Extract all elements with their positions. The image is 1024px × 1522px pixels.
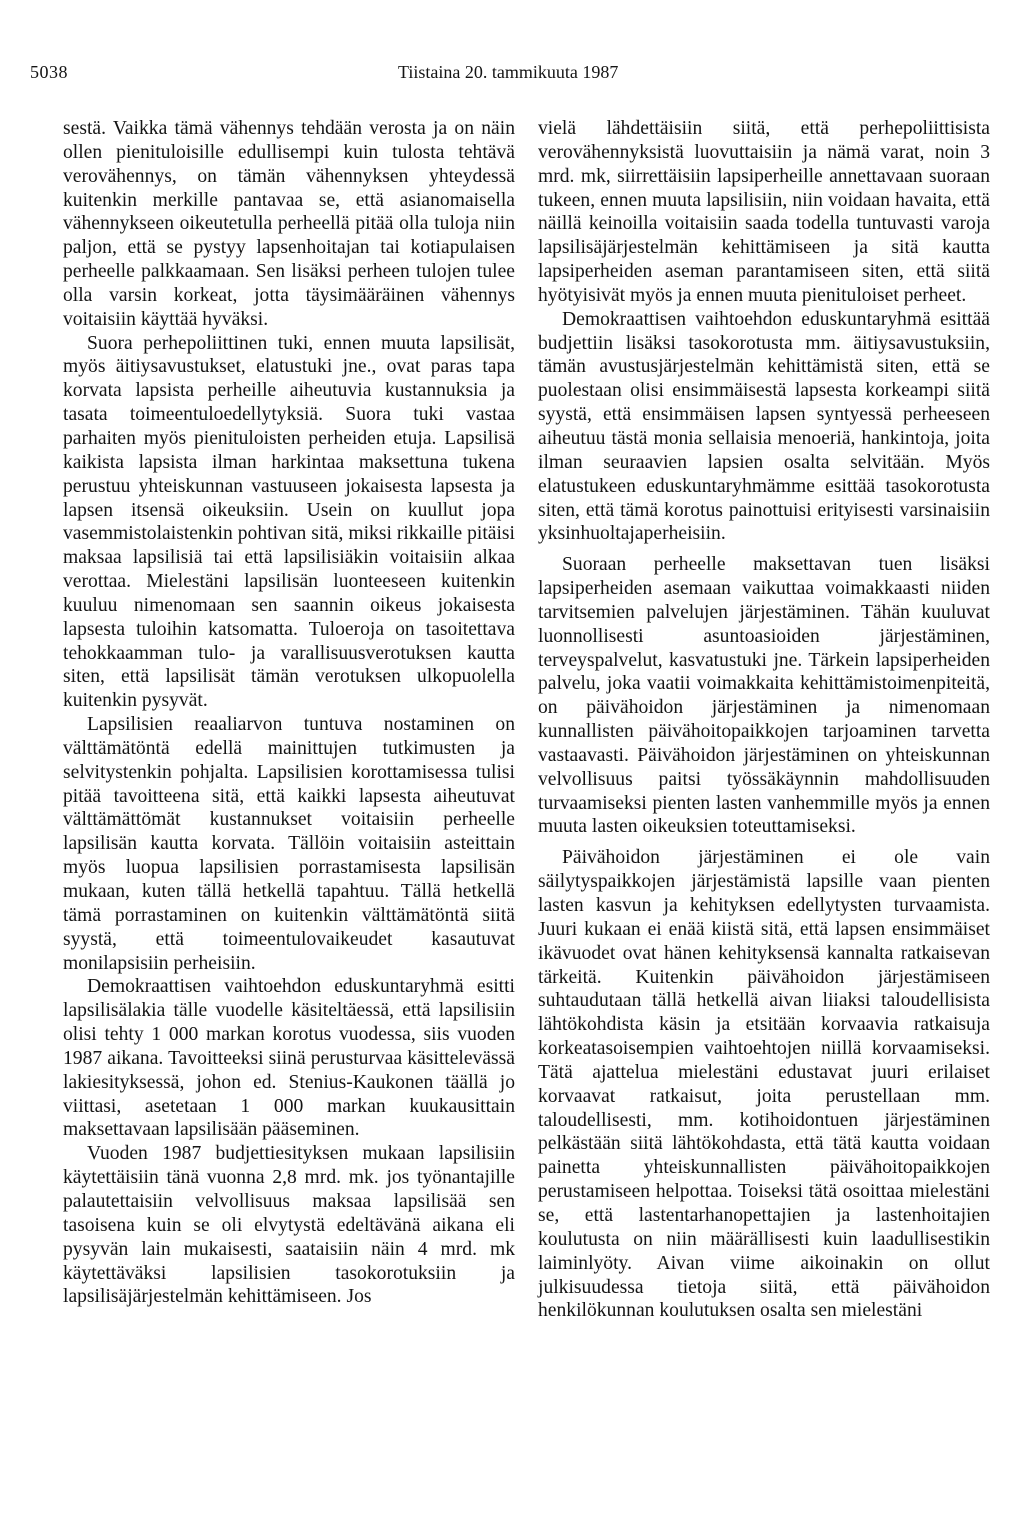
- text-column-right: [538, 117, 990, 1323]
- running-header-date: Tiistaina 20. tammikuuta 1987: [398, 62, 619, 82]
- page-number: 5038: [30, 62, 68, 82]
- paragraph: vielä lähdettäisiin siitä, että perhepoliittisista verovähennyksistä luovuttaisiin ja nämä varat, noin 3 mrd. mk, siirrettäisiin lapsiperheille annettavaan suoraan tukeen, ennen muuta lapsilisiin, niin voidaan havaita, että näillä keinoilla voitaisiin saada todella tuntuvasti varoja lapsilisäjärjestelmän kehittämiseen ja sitä kautta lapsiperheiden aseman parantamiseen siten, että siitä hyötyisivät myös ja ennen muuta pienituloiset perheet.: [538, 118, 990, 306]
- paragraph: Suora perhepoliittinen tuki, ennen muuta lapsilisät, myös äitiysavustukset, elatustuki jne., ovat paras tapa korvata lapsista perheille aiheutuvia kustannuksia ja tasata toimeentuloedellytyksiä. Suora tuki vastaa parhaiten myös pienituloisten perheiden etuja. Lapsilisä kaikista lapsista ilman harkintaa maksettuna tukena perustuu yhteiskunnan vastuuseen jokaisesta lapsesta ja lapsen itsensä oikeuksiin. Usein on kuullut jopa vasemmistolaistenkin pohtivan sitä, miksi rikkaille pitäisi maksaa lapsilisiä tai että lapsilisiäkin voitaisiin alkaa verottaa. Mielestäni lapsilisän luonteeseen kuitenkin kuuluu nimenomaan sen saannin oikeus jokaisesta lapsesta tuloihin katsomatta. Tuloeroja on tasoitettava tehokkaamman tulo- ja varallisuusverotuksen kautta siten, että lapsilisät tämän verotuksen ulkopuolella kuitenkin pysyvät.: [63, 332, 515, 712]
- paragraph: sestä. Vaikka tämä vähennys tehdään verosta ja on näin ollen pienituloisille edullisempi kuin tulosta tehtävä verovähennys, on tämän vähennyksen yhteydessä kuitenkin merkille pantavaa se, että asianomaisella vähennykseen oikeutetulla perheellä pitää olla tuloja niin paljon, että se pystyy lapsenhoitajan tai kotiapulaisen perheelle palkkaamaan. Sen lisäksi perheen tulojen tulee olla varsin korkeat, jotta täysimääräinen vähennys voitaisiin käyttää hyväksi.: [63, 118, 515, 330]
- text-column-left: [63, 117, 515, 1309]
- paragraph: Demokraattisen vaihtoehdon eduskuntaryhmä esittää budjettiin lisäksi tasokorotusta mm. äitiysavustuksiin, tämän avustusjärjestelmän kehittämistä siten, että se puolestaan olisi ensimmäisestä lapsesta korkeampi siitä syystä, että ensimmäisen lapsen syntyessä perheeseen aiheutuu tästä monia sellaisia menoeriä, hankintoja, joita ilman seuraavien lapsien osalta selvitään. Myös elatustukeen eduskuntaryhmämme esittää tasokorotusta siten, että tämä korotus painottuisi erityisesti varsinaisiin yksinhuoltajaperheisiin.: [538, 308, 990, 545]
- paragraph: Päivähoidon järjestäminen ei ole vain säilytyspaikkojen järjestämistä lapsille vaan pienten lasten kasvun ja kehityksen edellytysten turvaamista. Juuri kukaan ei enää kiistä sitä, että lapsen ensimmäiset ikävuodet ovat hänen kehityksensä kannalta ratkaisevan tärkeitä. Kuitenkin päivähoidon järjestämiseen suhtaudutaan tällä hetkellä aivan liiaksi taloudellisista lähtökohdista käsin ja etsitään korvaavia ratkaisuja korkeatasoisempien vaihtoehtojen niillä korvaamiseksi. Tätä ajattelua mielestäni edustavat juuri erilaiset korvaavat ratkaisut, joita perustellaan mm. taloudellisesti, mm. kotihoidontuen järjestäminen pelkästään siitä lähtökohdasta, että tätä kautta voidaan painetta yhteiskunnallisten päivähoitopaikkojen perustamiseen helpottaa. Toiseksi tätä osoittaa mielestäni se, että lastentarhanopettajien ja lastenhoitajien koulutusta on niin määrällisesti kuin laadullisestikin laiminlyöty. Aivan viime aikoinakin on ollut julkisuudessa tietoja siitä, että päivähoidon henkilökunnan koulutuksen osalta sen mielestäni: [538, 847, 990, 1322]
- paragraph: Lapsilisien reaaliarvon tuntuva nostaminen on välttämätöntä edellä mainittujen tutkimusten ja selvitystenkin pohjalta. Lapsilisien korottamisessa tulisi pitää tavoitteena sitä, että kaikki lapsesta aiheutuvat välttämättömät kustannukset voitaisiin perheelle lapsilisän kautta korvata. Tällöin voitaisiin asteittain myös luopua lapsilisien porrastamisesta lapsilisän mukaan, kuten tällä hetkellä tapahtuu. Tällä hetkellä tämä porrastaminen on kuitenkin välttämätöntä siitä syystä, että toimeentulovaikeudet kasautuvat monilapsisiin perheisiin.: [63, 714, 515, 974]
- paragraph: Demokraattisen vaihtoehdon eduskuntaryhmä esitti lapsilisälakia tälle vuodelle käsiteltäessä, että lapsilisiin olisi tehty 1 000 markan korotus vuodessa, siis vuoden 1987 aikana. Tavoitteeksi siinä perusturvaa käsittelevässä lakiesityksessä, johon ed. Stenius-Kaukonen täällä jo viittasi, asetetaan 1 000 markan kuukausittain maksettavaan lapsilisään pääseminen.: [63, 976, 515, 1141]
- paragraph: Vuoden 1987 budjettiesityksen mukaan lapsilisiin käytettäisiin tänä vuonna 2,8 mrd. mk. jos työnantajille palautettaisiin velvollisuus maksaa lapsilisää sen tasoisena kuin se oli elvytystä edeltävänä aikana eli pysyvän lain mukaisesti, saataisiin näin 4 mrd. mk käytettäväksi lapsilisien tasokorotuksiin ja lapsilisäjärjestelmän kehittämiseen. Jos: [63, 1143, 515, 1308]
- paragraph: Suoraan perheelle maksettavan tuen lisäksi lapsiperheiden asemaan vaikuttaa voimakkaasti niiden tarvitsemien palvelujen järjestäminen. Tähän kuuluvat luonnollisesti asuntoasioiden järjestäminen, terveyspalvelut, kasvatustuki jne. Tärkein lapsiperheiden palvelu, joka vaatii voimakkaita kehittämistoimenpiteitä, on päivähoidon järjestäminen ja nimenomaan kunnallisten päivähoitopaikkojen tarjoaminen tarvetta vastaavasti. Päivähoidon järjestäminen on yhteiskunnan velvollisuus paitsi työssäkäynnin mahdollisuuden turvaamiseksi pienten lasten vanhemmille myös ja ennen muuta lasten oikeuksien toteuttamiseksi.: [538, 554, 990, 838]
